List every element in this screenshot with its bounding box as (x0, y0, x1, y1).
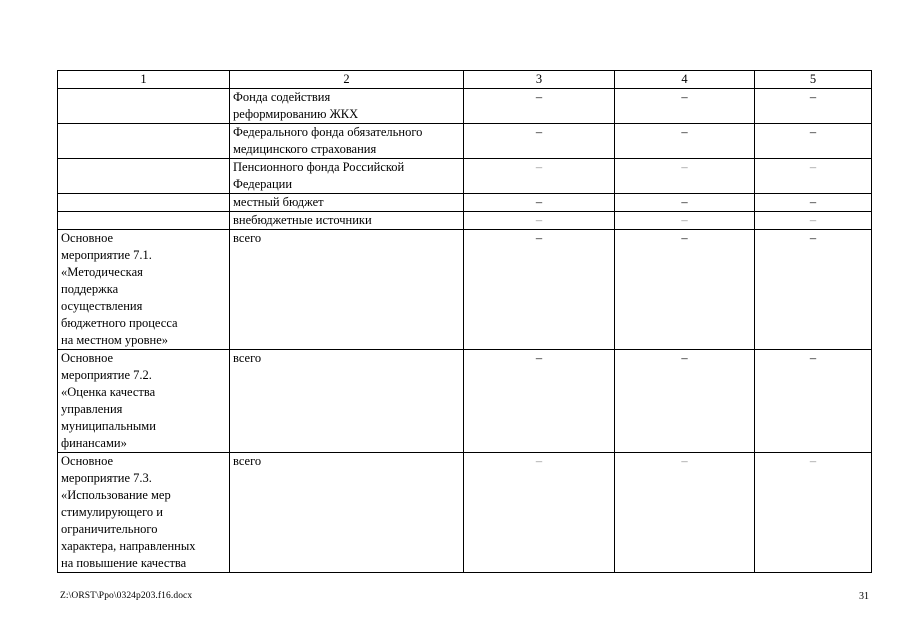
row-value-3: – (464, 453, 615, 573)
row-source-cell: Пенсионного фонда Российской Федерации (230, 159, 464, 194)
row-source-cell: Федерального фонда обязательного медицинского страхования (230, 124, 464, 159)
row-value-4: – (615, 350, 755, 453)
table-row (58, 194, 872, 212)
table-row (58, 159, 872, 194)
row-value-5: – (755, 194, 872, 212)
row-value-4: – (615, 453, 755, 573)
table-row (58, 453, 872, 573)
row-value-4: – (615, 89, 755, 124)
table-row (58, 124, 872, 159)
row-activity-cell (58, 212, 230, 230)
row-activity-cell: Основное мероприятие 7.3. «Использование мер стимулирующего и ограничительного характера, направленных на повышение качества (58, 453, 230, 573)
table-row (58, 230, 872, 350)
row-value-3: – (464, 230, 615, 350)
row-value-4: – (615, 194, 755, 212)
row-source-cell: Фонда содействия реформированию ЖКХ (230, 89, 464, 124)
financing-table (57, 70, 872, 573)
row-source-cell: всего (230, 453, 464, 573)
row-value-3: – (464, 212, 615, 230)
column-header-3: 3 (464, 71, 615, 89)
column-header-1: 1 (58, 71, 230, 89)
row-source-cell: внебюджетные источники (230, 212, 464, 230)
row-value-5: – (755, 124, 872, 159)
table-row (58, 350, 872, 453)
row-activity-cell: Основное мероприятие 7.2. «Оценка качества управления муниципальными финансами» (58, 350, 230, 453)
table-row (58, 89, 872, 124)
row-value-5: – (755, 350, 872, 453)
row-value-3: – (464, 89, 615, 124)
row-value-4: – (615, 212, 755, 230)
row-activity-cell (58, 159, 230, 194)
row-source-cell: всего (230, 350, 464, 453)
row-value-5: – (755, 230, 872, 350)
row-value-4: – (615, 230, 755, 350)
row-value-4: – (615, 124, 755, 159)
row-activity-cell (58, 89, 230, 124)
row-activity-cell: Основное мероприятие 7.1. «Методическая поддержка осуществления бюджетного процесса на местном уровне» (58, 230, 230, 350)
row-value-4: – (615, 159, 755, 194)
column-header-2: 2 (230, 71, 464, 89)
row-value-3: – (464, 350, 615, 453)
column-header-5: 5 (755, 71, 872, 89)
row-value-3: – (464, 159, 615, 194)
table-row (58, 212, 872, 230)
column-header-4: 4 (615, 71, 755, 89)
row-value-5: – (755, 89, 872, 124)
row-value-3: – (464, 124, 615, 159)
footer-page-number: 31 (859, 591, 869, 602)
row-activity-cell (58, 194, 230, 212)
table-header-row (58, 71, 872, 89)
row-value-3: – (464, 194, 615, 212)
row-value-5: – (755, 159, 872, 194)
row-activity-cell (58, 124, 230, 159)
row-value-5: – (755, 453, 872, 573)
footer-file-path: Z:\ORST\Ppo\0324p203.f16.docx (60, 591, 193, 601)
row-source-cell: всего (230, 230, 464, 350)
row-source-cell: местный бюджет (230, 194, 464, 212)
row-value-5: – (755, 212, 872, 230)
